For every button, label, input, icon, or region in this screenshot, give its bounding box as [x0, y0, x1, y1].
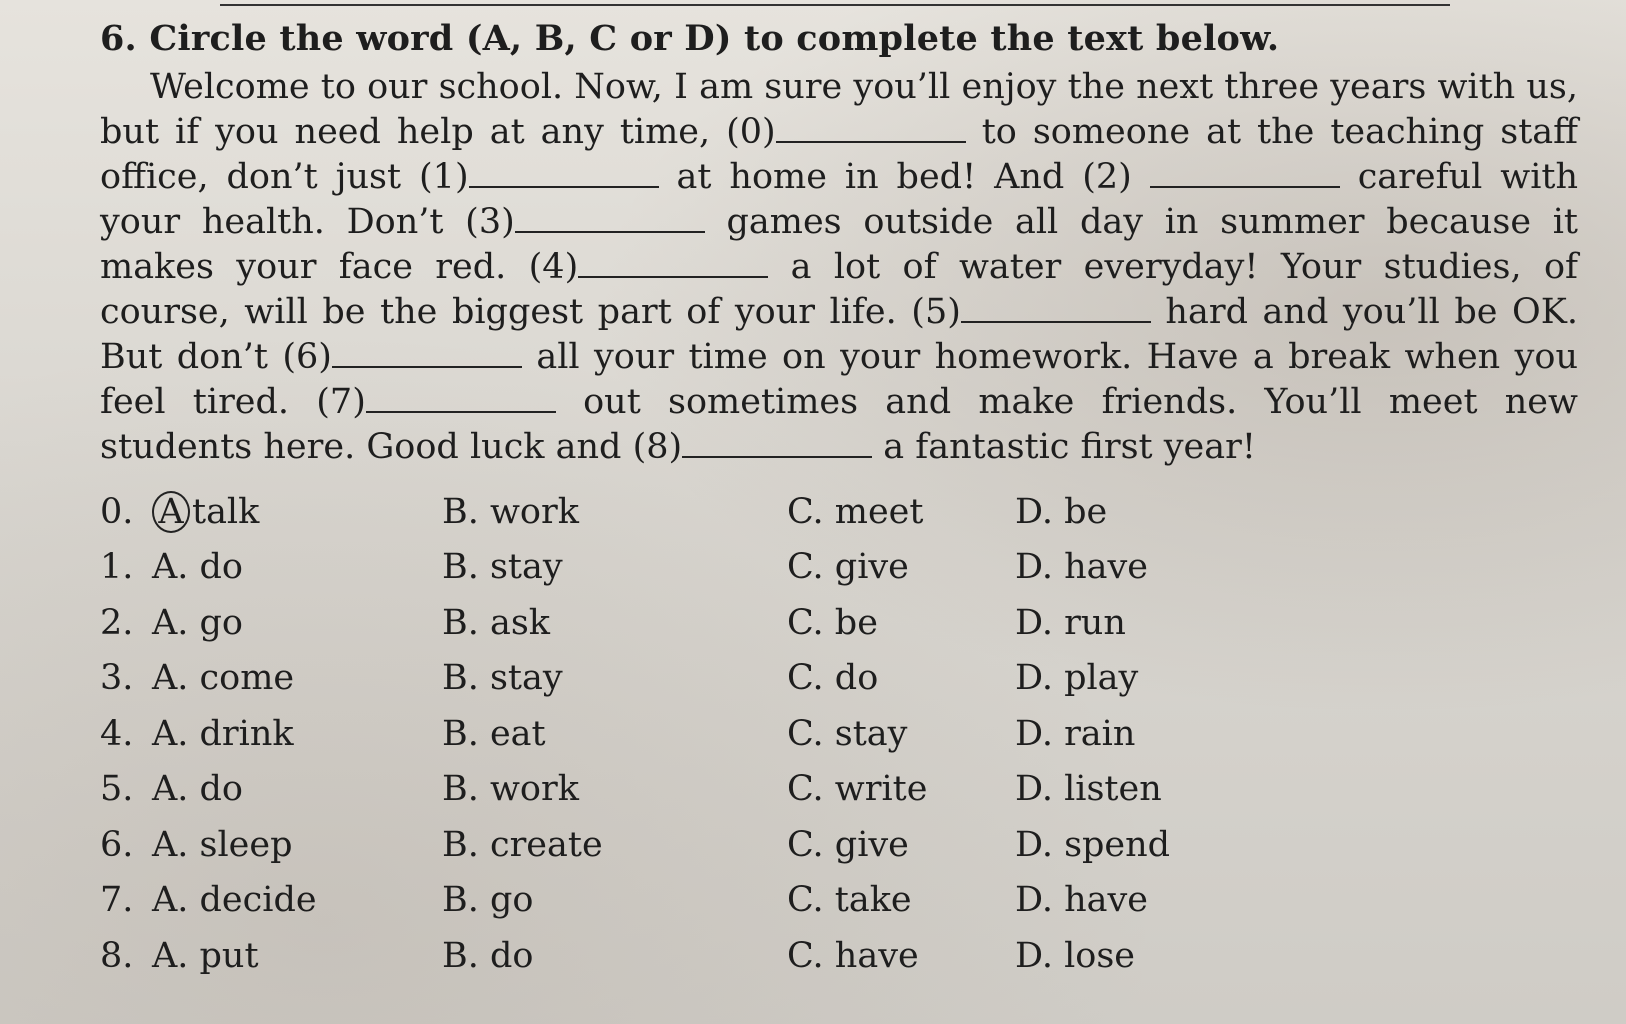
option-c[interactable]: C. have — [787, 935, 919, 976]
option-a-label: A. do — [152, 769, 244, 810]
answer-blank-5[interactable] — [961, 291, 1151, 323]
answer-blank-0[interactable] — [776, 111, 966, 143]
question-number: 2. — [100, 602, 134, 643]
option-a-label: A. decide — [152, 880, 317, 921]
option-a[interactable] — [152, 769, 442, 809]
option-c[interactable]: C. meet — [787, 491, 924, 532]
option-c[interactable]: C. be — [787, 602, 878, 643]
question-number: 7. — [100, 880, 134, 921]
question-number: 4. — [100, 713, 134, 754]
option-d[interactable]: D. lose — [1015, 935, 1136, 976]
option-d[interactable]: D. have — [1015, 547, 1148, 588]
answer-blank-1[interactable] — [469, 156, 659, 188]
worksheet — [100, 18, 1580, 984]
answer-blank-7[interactable] — [366, 381, 556, 413]
exercise-heading: 6. Circle the word (A, B, C or D) to complete the text below. — [100, 18, 1280, 59]
answer-blank-3[interactable] — [515, 201, 705, 233]
question-row — [100, 651, 1580, 707]
option-b[interactable]: B. stay — [442, 658, 563, 699]
option-a-label: A. drink — [152, 713, 294, 754]
options-list — [100, 484, 1580, 984]
question-row — [100, 484, 1580, 540]
passage-text: hard and you’ll be OK. But don’t (6) — [100, 292, 1579, 377]
question-row — [100, 706, 1580, 762]
passage-text: at home in bed! And (2) — [658, 157, 1150, 197]
circled-answer: A — [152, 491, 190, 533]
option-b[interactable]: B. create — [442, 824, 603, 865]
question-number: 8. — [100, 935, 134, 976]
option-b[interactable]: B. work — [442, 769, 579, 810]
option-c[interactable]: C. give — [787, 824, 909, 865]
option-a-label: A. put — [152, 935, 259, 976]
option-b[interactable]: B. go — [442, 880, 534, 921]
option-a[interactable] — [152, 880, 442, 920]
question-number: 0. — [100, 491, 134, 532]
passage — [100, 65, 1578, 470]
option-a-label: A. do — [152, 547, 244, 588]
passage-text: out sometimes and make friends. You’ll meet new students here. Good luck and (8) — [100, 382, 1578, 467]
answer-blank-8[interactable] — [682, 426, 872, 458]
option-b[interactable]: B. work — [442, 491, 579, 532]
option-c[interactable]: C. stay — [787, 713, 908, 754]
question-row — [100, 817, 1580, 873]
passage-text: to someone at the teaching staff office, don’t just (1) — [100, 112, 1578, 197]
question-number: 1. — [100, 547, 134, 588]
option-c[interactable]: C. write — [787, 769, 928, 810]
option-b[interactable]: B. do — [442, 935, 534, 976]
option-d[interactable]: D. be — [1015, 491, 1108, 532]
passage-text: a fantastic first year! — [872, 427, 1256, 467]
answer-blank-2[interactable] — [1150, 156, 1340, 188]
passage-text: a lot of water everyday! Your studies, of course, will be the biggest part of your life. (5) — [100, 247, 1578, 332]
answer-blank-6[interactable] — [332, 336, 522, 368]
option-a[interactable] — [152, 547, 442, 587]
passage-text: Welcome to our school. Now, I am sure you’ll enjoy the next three years with us, but if you need help at any time, (0) — [100, 67, 1578, 152]
option-a-label: A. sleep — [152, 824, 293, 865]
option-a-label: A. come — [152, 658, 295, 699]
option-d[interactable]: D. have — [1015, 880, 1148, 921]
option-b[interactable]: B. stay — [442, 547, 563, 588]
option-d[interactable]: D. play — [1015, 658, 1139, 699]
question-row — [100, 540, 1580, 596]
passage-text: careful with your health. Don’t (3) — [100, 157, 1579, 242]
option-d[interactable]: D. rain — [1015, 713, 1136, 754]
option-c[interactable]: C. do — [787, 658, 879, 699]
passage-text: all your time on your homework. Have a break when you feel tired. (7) — [100, 337, 1578, 422]
option-b[interactable]: B. ask — [442, 602, 551, 643]
option-a[interactable] — [152, 825, 442, 865]
option-a[interactable] — [152, 491, 442, 533]
option-a-label: talk — [192, 491, 260, 532]
option-b[interactable]: B. eat — [442, 713, 546, 754]
option-d[interactable]: D. listen — [1015, 769, 1162, 810]
question-row — [100, 595, 1580, 651]
option-a[interactable] — [152, 936, 442, 976]
question-row — [100, 928, 1580, 984]
option-a[interactable] — [152, 603, 442, 643]
question-number: 6. — [100, 824, 134, 865]
option-c[interactable]: C. take — [787, 880, 912, 921]
question-number: 5. — [100, 769, 134, 810]
passage-text: games outside all day in summer because it makes your face red. (4) — [100, 202, 1579, 287]
option-a[interactable] — [152, 658, 442, 698]
top-rule — [220, 0, 1450, 6]
option-a[interactable] — [152, 714, 442, 754]
question-number: 3. — [100, 658, 134, 699]
answer-blank-4[interactable] — [578, 246, 768, 278]
option-d[interactable]: D. run — [1015, 602, 1126, 643]
question-row — [100, 762, 1580, 818]
option-a-label: A. go — [152, 602, 244, 643]
question-row — [100, 873, 1580, 929]
option-c[interactable]: C. give — [787, 547, 909, 588]
option-d[interactable]: D. spend — [1015, 824, 1171, 865]
